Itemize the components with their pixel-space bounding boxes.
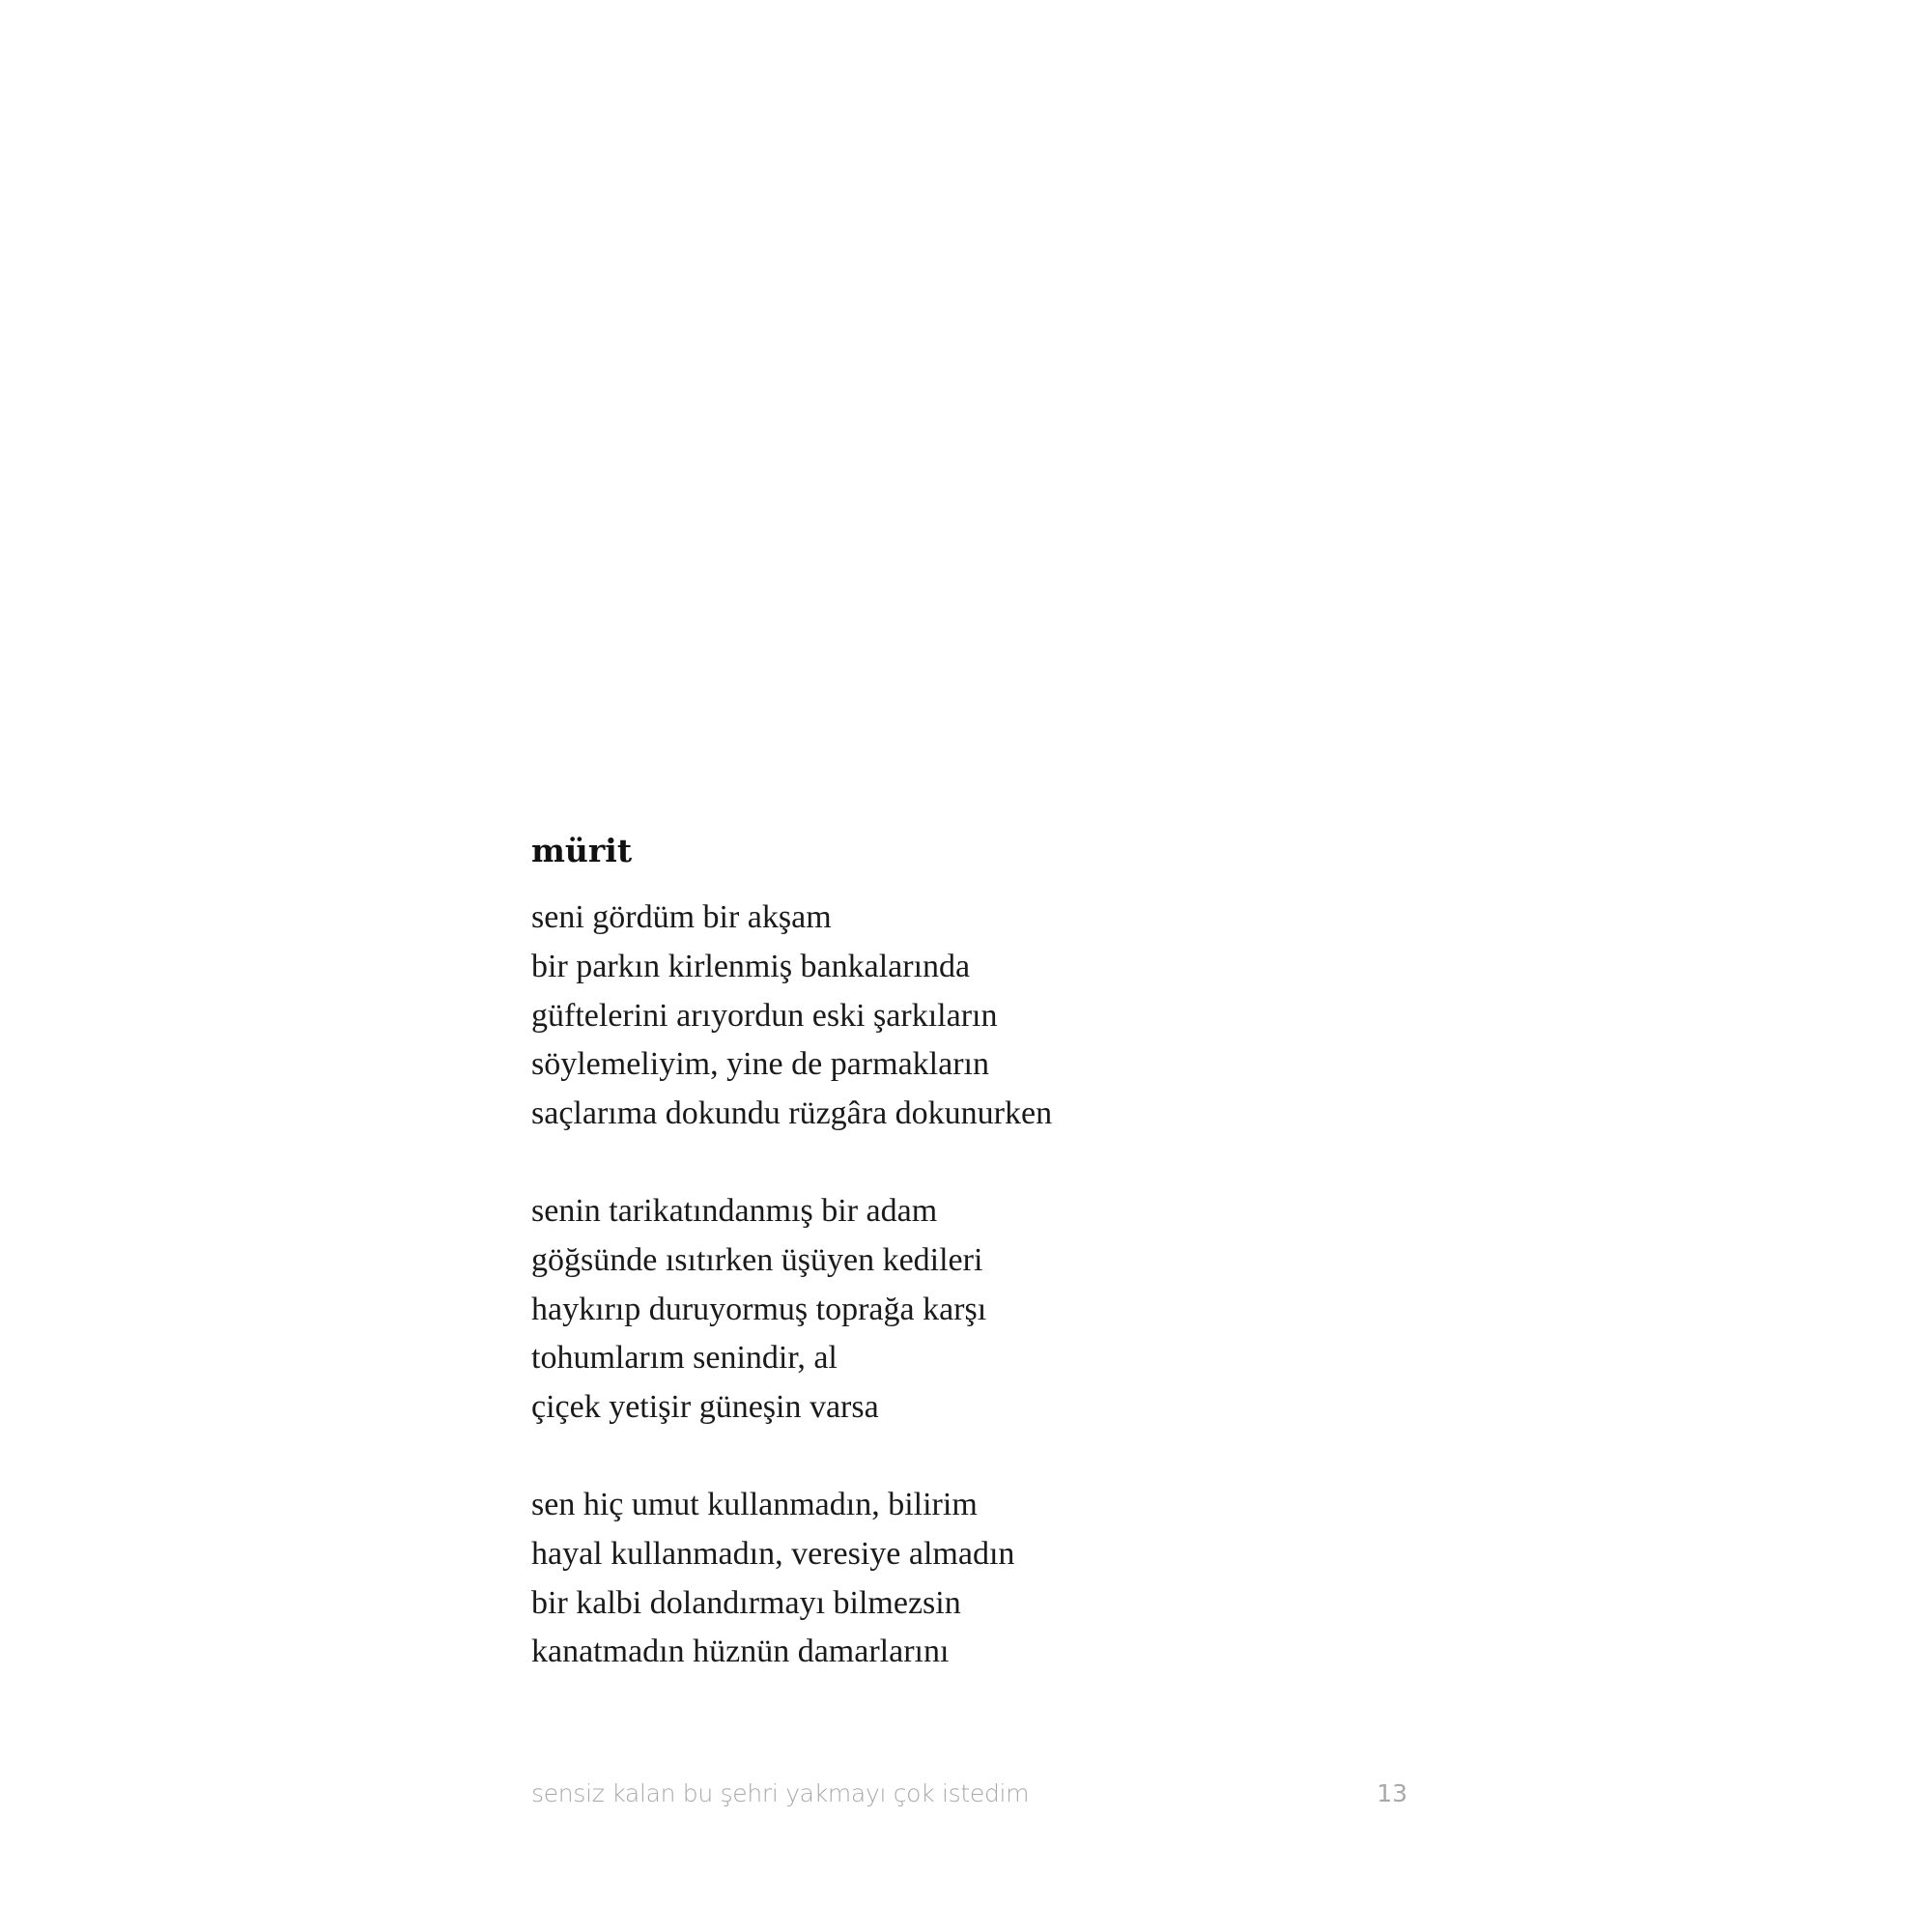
poem-line: seni gördüm bir akşam bbox=[531, 899, 832, 935]
poem-line: sen hiç umut kullanmadın, bilirim bbox=[531, 1486, 978, 1522]
poem-line: haykırıp duruyormuş toprağa karşı bbox=[531, 1291, 987, 1327]
poem-line: tohumlarım senindir, al bbox=[531, 1340, 838, 1377]
footer-book-title: sensiz kalan bu şehri yakmayı çok istedim bbox=[531, 1779, 1030, 1807]
poem-line: kanatmadın hüznün damarlarını bbox=[531, 1634, 950, 1670]
stanza-3 bbox=[531, 1481, 1497, 1677]
poem bbox=[531, 828, 1497, 1725]
poem-line: saçlarıma dokundu rüzgâra dokunurken bbox=[531, 1095, 1053, 1132]
poem-line: bir parkın kirlenmiş bankalarında bbox=[531, 948, 971, 984]
poem-line: söylemeliyim, yine de parmakların bbox=[531, 1046, 989, 1083]
page-number: 13 bbox=[1377, 1779, 1407, 1807]
poem-line: senin tarikatındanmış bir adam bbox=[531, 1192, 938, 1229]
stanza-2 bbox=[531, 1187, 1497, 1433]
page-footer bbox=[531, 1779, 1407, 1818]
poem-title: mürit bbox=[531, 832, 633, 869]
poem-line: güftelerini arıyordun eski şarkıların bbox=[531, 997, 998, 1034]
poem-line: göğsünde ısıtırken üşüyen kedileri bbox=[531, 1241, 983, 1278]
poem-line: hayal kullanmadın, veresiye almadın bbox=[531, 1535, 1015, 1572]
stanza-1 bbox=[531, 894, 1497, 1139]
poem-line: çiçek yetişir güneşin varsa bbox=[531, 1389, 879, 1426]
poem-line: bir kalbi dolandırmayı bilmezsin bbox=[531, 1584, 961, 1621]
